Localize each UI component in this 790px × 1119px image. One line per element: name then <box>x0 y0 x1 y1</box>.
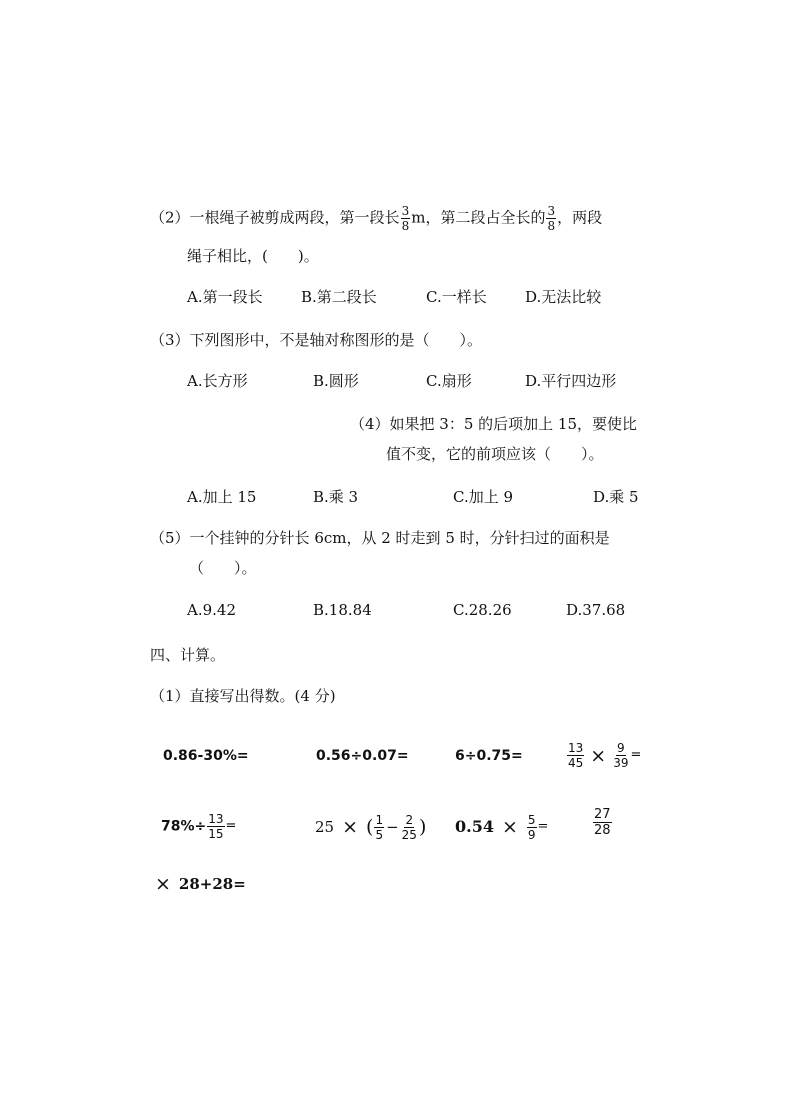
calc-prefix: 78%÷ <box>161 818 207 835</box>
equals-sign: = <box>630 747 642 763</box>
question-2-line-1 <box>150 205 602 232</box>
calc-expression: 6÷0.75= <box>455 748 523 764</box>
fraction: $\frac{3}{8}$ <box>401 204 410 233</box>
fraction: $\frac{2}{25}$ <box>401 812 417 842</box>
option-c: C.扇形 <box>426 372 472 390</box>
option-c: C.28.26 <box>453 601 512 619</box>
times-sign: × <box>590 744 607 767</box>
fraction: $\frac{9}{39}$ <box>613 741 629 770</box>
question-2-line-2: 绳子相比，( )。 <box>187 247 319 265</box>
question-number: （2） <box>150 208 190 227</box>
section-subtitle: （1）直接写出得数。(4 分) <box>150 687 336 705</box>
times-sign: × <box>155 873 171 895</box>
section-title: 四、计算。 <box>150 646 226 664</box>
calc-prefix: 0.54 <box>455 817 494 836</box>
calc-expression <box>592 802 613 842</box>
unit: m <box>411 208 426 227</box>
calc-expression <box>155 868 246 899</box>
equals-sign: = <box>537 819 549 834</box>
fraction: $\frac{3}{8}$ <box>547 204 556 233</box>
minus-sign: − <box>386 818 399 836</box>
question-3-stem: （3）下列图形中，不是轴对称图形的是（ ）。 <box>150 331 483 349</box>
option-b: B.圆形 <box>313 372 359 390</box>
question-text: ，两段 <box>557 208 603 227</box>
fraction: $\frac{13}{15}$ <box>208 812 224 841</box>
question-text: 一根绳子被剪成两段，第一段长 <box>189 208 400 227</box>
right-paren: ) <box>418 816 427 838</box>
calc-expression <box>315 806 426 847</box>
question-text: ，第二段占全长的 <box>425 208 546 227</box>
fraction: $\frac{27}{28}$ <box>594 807 611 838</box>
calc-expression <box>161 806 236 847</box>
left-paren: ( <box>366 816 374 838</box>
calc-prefix: 25 <box>315 818 335 836</box>
calc-expression <box>566 735 641 776</box>
option-a: A.9.42 <box>187 601 236 619</box>
fraction: $\frac{13}{45}$ <box>568 741 584 770</box>
calc-rest: 28+28= <box>178 875 246 893</box>
calc-expression <box>455 806 548 847</box>
calc-expression: 0.86-30%= <box>163 748 249 764</box>
option-d: D.37.68 <box>566 601 626 619</box>
question-4-line-2: 值不变，它的前项应该（ ）。 <box>386 445 604 463</box>
fraction: $\frac{1}{5}$ <box>375 812 384 842</box>
option-d: D.无法比较 <box>525 288 602 306</box>
option-b: B.18.84 <box>313 601 372 619</box>
times-sign: × <box>342 816 359 838</box>
fraction: $\frac{5}{9}$ <box>527 812 536 842</box>
calc-expression: 0.56÷0.07= <box>316 748 409 764</box>
question-5-line-1: （5）一个挂钟的分针长 6cm，从 2 时走到 5 时，分针扫过的面积是 <box>150 529 610 547</box>
equals-sign: = <box>225 818 237 834</box>
option-c: C.一样长 <box>426 288 487 306</box>
option-b: B.第二段长 <box>301 288 377 306</box>
option-b: B.乘 3 <box>313 488 359 506</box>
option-d: D.平行四边形 <box>525 372 617 390</box>
option-a: A.长方形 <box>187 372 248 390</box>
question-4-line-1: （4）如果把 3：5 的后项加上 15，要使比 <box>350 415 638 433</box>
option-a: A.加上 15 <box>187 488 257 506</box>
times-sign: × <box>501 816 518 838</box>
question-5-line-2: （ ）。 <box>189 559 257 577</box>
option-d: D.乘 5 <box>593 488 639 506</box>
option-a: A.第一段长 <box>187 288 263 306</box>
option-c: C.加上 9 <box>453 488 514 506</box>
